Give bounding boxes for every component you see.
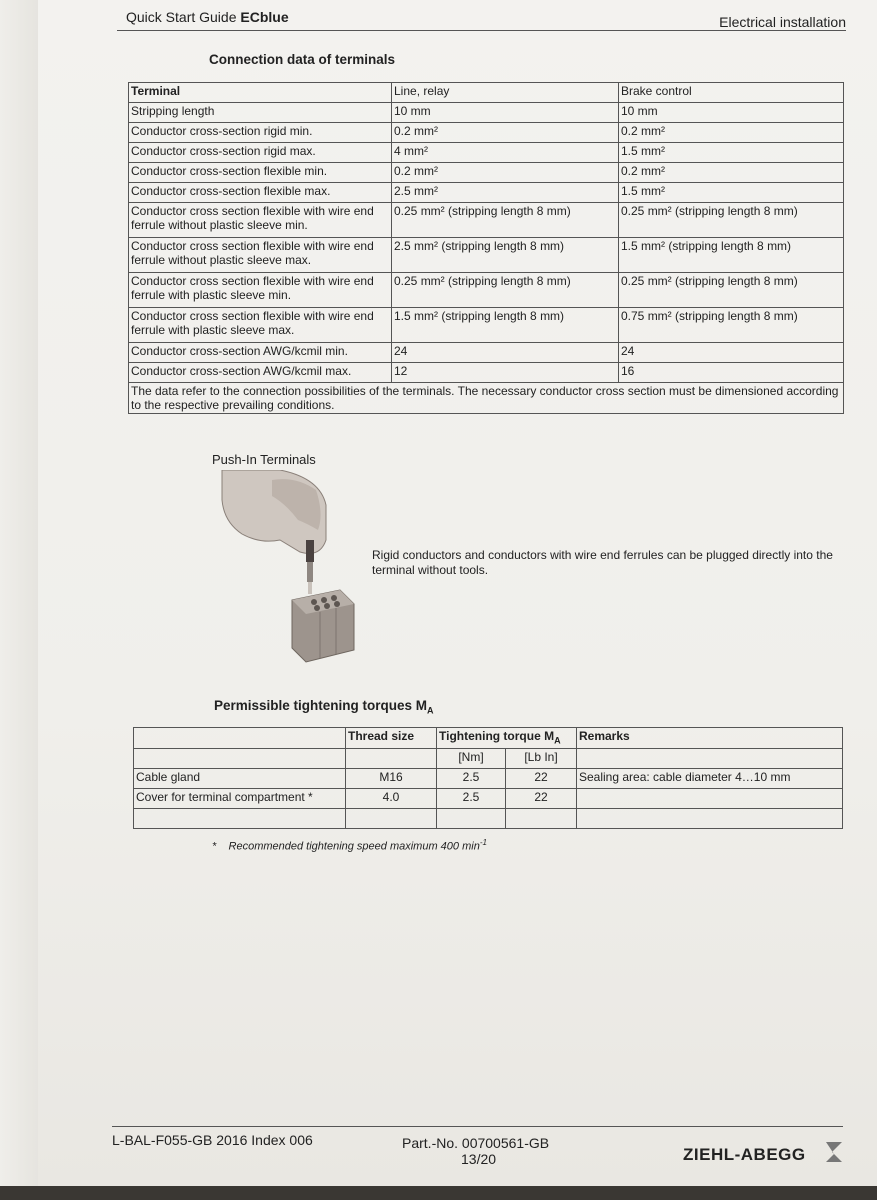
table-cell: Conductor cross-section rigid min. bbox=[129, 123, 392, 143]
table-row bbox=[129, 363, 844, 383]
table-cell: 22 bbox=[506, 769, 577, 789]
column-header: Thread size bbox=[346, 728, 437, 749]
table-cell: 2.5 mm² bbox=[392, 183, 619, 203]
table-row bbox=[129, 183, 844, 203]
table-cell: 1.5 mm² bbox=[619, 183, 844, 203]
push-in-terminal-illustration bbox=[220, 470, 360, 665]
table-empty-row bbox=[134, 809, 843, 829]
table-cell: 0.2 mm² bbox=[392, 163, 619, 183]
table-unit-row bbox=[134, 749, 843, 769]
blank-cell bbox=[506, 809, 577, 829]
unit-label: [Nm] bbox=[437, 749, 506, 769]
facing-page-edge bbox=[0, 0, 39, 1188]
footer-page-number: 13/20 bbox=[461, 1151, 497, 1167]
footer-part-number: Part.-No. 00700561-GB bbox=[402, 1135, 550, 1151]
table-cell: Stripping length bbox=[129, 103, 392, 123]
table-cell: Conductor cross section flexible with wire end ferrule without plastic sleeve max. bbox=[129, 238, 392, 273]
header-rule bbox=[117, 30, 846, 31]
blank-cell bbox=[134, 728, 346, 749]
table-cell: 1.5 mm² (stripping length 8 mm) bbox=[392, 308, 619, 343]
table-cell: 0.75 mm² (stripping length 8 mm) bbox=[619, 308, 844, 343]
header-guide-title: Quick Start Guide ECblue bbox=[126, 9, 289, 25]
table-cell: Cable gland bbox=[134, 769, 346, 789]
push-in-description: Rigid conductors and conductors with wire end ferrules can be plugged directly into the terminal without tools. bbox=[372, 548, 833, 577]
column-header: Tightening torque $M_A$ bbox=[437, 728, 577, 749]
tightening-torque-table bbox=[133, 727, 843, 829]
table-row bbox=[129, 103, 844, 123]
brand-logo-text: ZIEHL-ABEGG bbox=[683, 1145, 806, 1164]
table-row bbox=[129, 238, 844, 273]
table-cell: 0.2 mm² bbox=[619, 163, 844, 183]
table-cell: 10 mm bbox=[619, 103, 844, 123]
column-header: Remarks bbox=[577, 728, 843, 749]
footer-doc-code: L-BAL-F055-GB 2016 Index 006 bbox=[112, 1132, 313, 1148]
torque-footnote: * Recommended tightening speed maximum 400 $\min^{-1}$ bbox=[212, 838, 487, 853]
table-row bbox=[129, 273, 844, 308]
blank-cell bbox=[577, 749, 843, 769]
table-cell: 0.2 mm² bbox=[619, 123, 844, 143]
table-cell: Conductor cross-section flexible min. bbox=[129, 163, 392, 183]
table-cell: 4.0 bbox=[346, 789, 437, 809]
table-cell: M16 bbox=[346, 769, 437, 789]
table-cell: 10 mm bbox=[392, 103, 619, 123]
table-cell: Conductor cross-section AWG/kcmil min. bbox=[129, 343, 392, 363]
table-cell: 1.5 mm² (stripping length 8 mm) bbox=[619, 238, 844, 273]
table-cell: Conductor cross section flexible with wire end ferrule with plastic sleeve max. bbox=[129, 308, 392, 343]
table-cell: 2.5 bbox=[437, 789, 506, 809]
table-row bbox=[129, 123, 844, 143]
table-cell: 0.25 mm² (stripping length 8 mm) bbox=[619, 273, 844, 308]
table-cell: 1.5 mm² bbox=[619, 143, 844, 163]
table-cell: 0.25 mm² (stripping length 8 mm) bbox=[392, 273, 619, 308]
table-row bbox=[129, 343, 844, 363]
table-cell: Sealing area: cable diameter 4…10 mm bbox=[577, 769, 843, 789]
header-section-title: Electrical installation bbox=[719, 14, 846, 30]
table-cell: 16 bbox=[619, 363, 844, 383]
brand-logo-icon bbox=[824, 1140, 844, 1164]
table-cell: 24 bbox=[619, 343, 844, 363]
table-row bbox=[134, 769, 843, 789]
table-cell: 2.5 mm² (stripping length 8 mm) bbox=[392, 238, 619, 273]
blank-cell bbox=[134, 809, 346, 829]
table-cell: Conductor cross-section AWG/kcmil max. bbox=[129, 363, 392, 383]
table-row bbox=[129, 163, 844, 183]
table-cell: Conductor cross-section flexible max. bbox=[129, 183, 392, 203]
footer-rule bbox=[112, 1126, 843, 1127]
blank-cell bbox=[437, 809, 506, 829]
table-cell: 0.25 mm² (stripping length 8 mm) bbox=[392, 203, 619, 238]
push-in-label: Push-In Terminals bbox=[212, 452, 316, 467]
table-cell: 2.5 bbox=[437, 769, 506, 789]
table-cell: Cover for terminal compartment * bbox=[134, 789, 346, 809]
blank-cell bbox=[134, 749, 346, 769]
terminals-section-title: Connection data of terminals bbox=[209, 52, 396, 67]
table-cell: 24 bbox=[392, 343, 619, 363]
table-cell: Conductor cross-section rigid max. bbox=[129, 143, 392, 163]
torques-section-title: Permissible tightening torques $M_A$ bbox=[214, 698, 434, 716]
table-cell: 12 bbox=[392, 363, 619, 383]
table-cell: 0.2 mm² bbox=[392, 123, 619, 143]
table-cell: 22 bbox=[506, 789, 577, 809]
unit-label: [Lb In] bbox=[506, 749, 577, 769]
blank-cell bbox=[346, 749, 437, 769]
table-note: The data refer to the connection possibilities of the terminals. The necessary conductor cross section must be dimensioned according to the respective prevailing conditions. bbox=[129, 383, 844, 414]
column-header: Terminal bbox=[129, 83, 392, 103]
table-header-row bbox=[129, 83, 844, 103]
table-note-row bbox=[129, 383, 844, 414]
table-row bbox=[129, 203, 844, 238]
table-row bbox=[129, 308, 844, 343]
table-cell: 0.25 mm² (stripping length 8 mm) bbox=[619, 203, 844, 238]
table-cell: Conductor cross section flexible with wire end ferrule without plastic sleeve min. bbox=[129, 203, 392, 238]
table-row bbox=[134, 789, 843, 809]
terminal-connection-table bbox=[128, 82, 844, 414]
table-cell: 4 mm² bbox=[392, 143, 619, 163]
page-bottom-shadow bbox=[0, 1186, 877, 1200]
table-row bbox=[129, 143, 844, 163]
table-cell: Conductor cross section flexible with wire end ferrule with plastic sleeve min. bbox=[129, 273, 392, 308]
blank-cell bbox=[346, 809, 437, 829]
column-header: Line, relay bbox=[392, 83, 619, 103]
blank-cell bbox=[577, 809, 843, 829]
table-cell bbox=[577, 789, 843, 809]
column-header: Brake control bbox=[619, 83, 844, 103]
table-header-row bbox=[134, 728, 843, 749]
